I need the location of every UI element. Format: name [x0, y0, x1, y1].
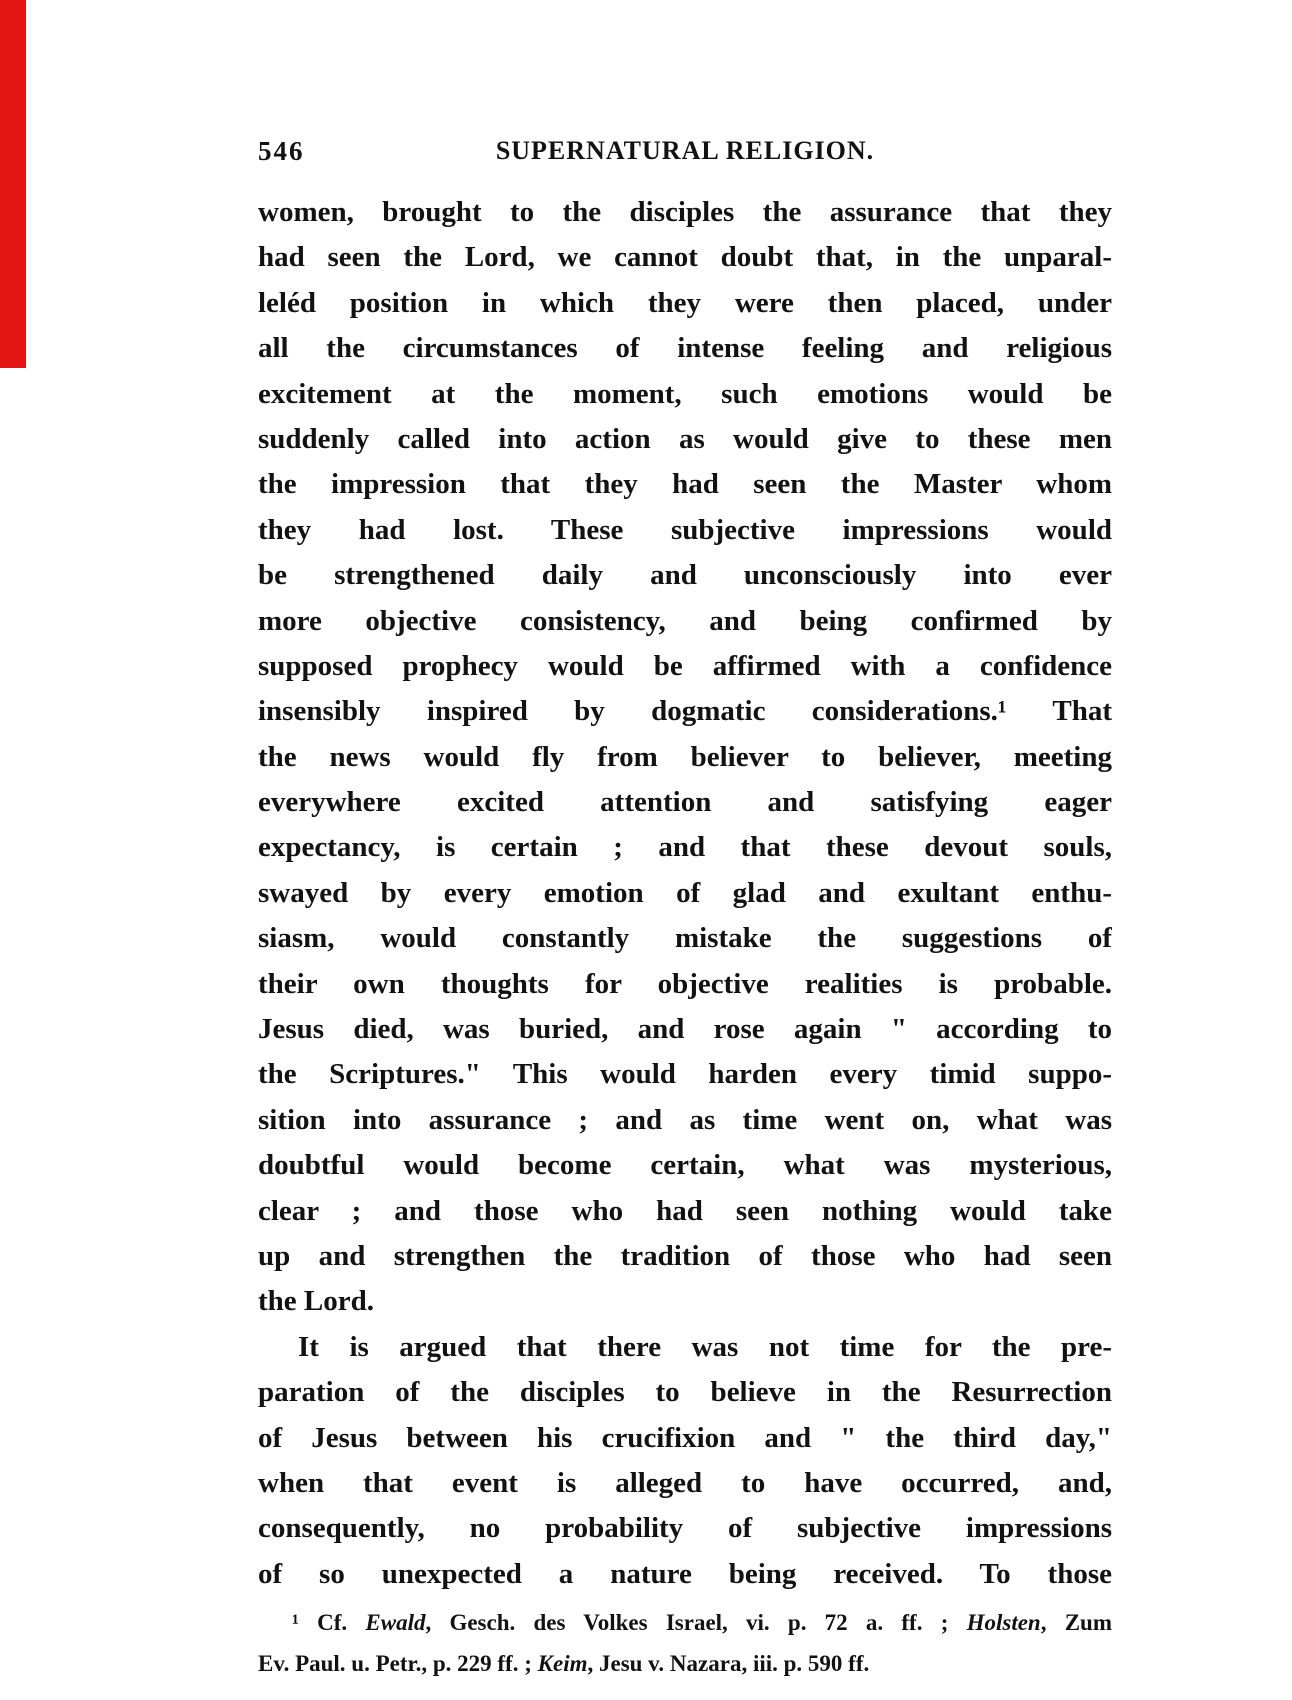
text-line: the Scriptures." This would harden every timid suppo- — [258, 1058, 1112, 1091]
text-line-with-footnote-ref: insensibly inspired by dogmatic considerations.¹ That — [258, 695, 1112, 728]
page-number: 546 — [258, 136, 305, 166]
text-line: swayed by every emotion of glad and exultant enthu- — [258, 876, 1112, 909]
running-title: SUPERNATURAL RELIGION. — [495, 136, 875, 165]
footnote-citation-text: Ev. Paul. u. Petr., p. 229 ff. ; — [258, 1651, 538, 1676]
footnote-block — [258, 1602, 1112, 1684]
text-line: all the circumstances of intense feeling and religious — [258, 332, 1112, 365]
text-line: Jesus died, was buried, and rose again " according to — [258, 1013, 1112, 1046]
footnote-citation-text: , Jesu v. Nazara, iii. p. 590 ff. — [587, 1651, 870, 1676]
paragraph-start-line: It is argued that there was not time for the pre- — [298, 1330, 1112, 1363]
text-line: consequently, no probability of subjective impressions — [258, 1512, 1112, 1545]
footnote-citation-text: , Gesch. des Volkes Israel, vi. p. 72 a. ff. ; — [425, 1610, 967, 1635]
text-line: their own thoughts for objective realities is probable. — [258, 967, 1112, 1000]
footnote-author-holsten: Holsten — [966, 1610, 1041, 1635]
text-line: of Jesus between his crucifixion and " the third day," — [258, 1421, 1112, 1454]
footnote-author-ewald: Ewald — [365, 1610, 426, 1635]
footnote-author-keim: Keim — [537, 1651, 588, 1676]
text-line: siasm, would constantly mistake the suggestions of — [258, 922, 1112, 955]
text-line: up and strengthen the tradition of those who had seen — [258, 1239, 1112, 1272]
text-line: excitement at the moment, such emotions would be — [258, 377, 1112, 410]
paragraph-end-line: the Lord. — [258, 1285, 374, 1318]
running-header — [258, 134, 1112, 170]
text-line: women, brought to the disciples the assurance that they — [258, 196, 1112, 228]
scan-artifact-red-strip — [0, 0, 26, 368]
text-line: more objective consistency, and being confirmed by — [258, 604, 1112, 637]
text-line: the impression that they had seen the Master whom — [258, 468, 1112, 501]
text-line: they had lost. These subjective impressions would — [258, 513, 1112, 546]
text-line: the news would fly from believer to believer, meeting — [258, 740, 1112, 773]
footnote-citation-text: , Zum — [1040, 1610, 1112, 1635]
text-line: paration of the disciples to believe in the Resurrection — [258, 1376, 1112, 1409]
text-line: expectancy, is certain ; and that these devout souls, — [258, 831, 1112, 864]
footnote-marker-and-cf: ¹ Cf. — [292, 1610, 366, 1635]
footnote-line — [258, 1602, 1112, 1643]
text-line: clear ; and those who had seen nothing would take — [258, 1194, 1112, 1227]
text-line: leléd position in which they were then placed, under — [258, 286, 1112, 319]
text-line: doubtful would become certain, what was mysterious, — [258, 1149, 1112, 1182]
text-line: supposed prophecy would be affirmed with a confidence — [258, 649, 1112, 682]
text-line: sition into assurance ; and as time went on, what was — [258, 1103, 1112, 1136]
text-line: be strengthened daily and unconsciously into ever — [258, 559, 1112, 592]
footnote-line — [258, 1643, 1112, 1684]
text-line: when that event is alleged to have occurred, and, — [258, 1466, 1112, 1499]
text-line: had seen the Lord, we cannot doubt that, in the unparal- — [258, 241, 1112, 274]
text-line: of so unexpected a nature being received. To those — [258, 1557, 1112, 1590]
text-line: everywhere excited attention and satisfying eager — [258, 786, 1112, 819]
body-text-block — [258, 190, 1112, 1597]
text-line: suddenly called into action as would give to these men — [258, 422, 1112, 455]
